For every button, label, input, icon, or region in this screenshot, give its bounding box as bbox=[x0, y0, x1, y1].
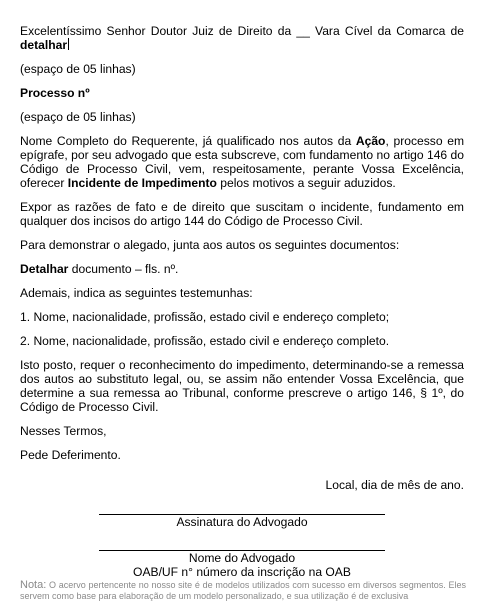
signature-block-1 bbox=[20, 514, 464, 529]
process-number-label: Processo nº bbox=[20, 86, 90, 100]
witnesses-paragraph: Ademais, indica as seguintes testemunhas: bbox=[20, 286, 253, 300]
document-detail-text: documento – fls. nº. bbox=[68, 262, 179, 276]
court-address bbox=[20, 24, 464, 52]
intro-text-3: pelos motivos a seguir aduzidos. bbox=[216, 176, 396, 190]
documents-paragraph: Para demonstrar o alegado, junta aos autos os seguintes documentos: bbox=[20, 238, 400, 252]
intro-paragraph bbox=[20, 134, 464, 190]
closing-terms: Nesses Termos, bbox=[20, 424, 107, 438]
spacing-note-1: (espaço de 05 linhas) bbox=[20, 62, 136, 76]
closing-request: Pede Deferimento. bbox=[20, 448, 121, 462]
intro-text-1: Nome Completo do Requerente, já qualificado nos autos da bbox=[20, 134, 356, 148]
intro-bold-acao: Ação bbox=[355, 134, 386, 148]
spacing-note-2: (espaço de 05 linhas) bbox=[20, 110, 136, 124]
text-cursor bbox=[68, 38, 69, 50]
place-date: Local, dia de mês de ano. bbox=[325, 478, 464, 492]
intro-bold-incidente: Incidente de Impedimento bbox=[67, 176, 217, 190]
lawyer-name: Nome do Advogado bbox=[188, 551, 296, 565]
footer-note bbox=[20, 580, 466, 602]
note-text: O acervo pertencente no nosso site é de modelos utilizados com sucesso em diversos segmentos. Eles servem como base para elaboração de um modelo personalizado, e sua utilização é de exclusiva bbox=[20, 580, 466, 601]
court-address-detail: detalhar bbox=[20, 38, 68, 52]
court-address-text: Excelentíssimo Senhor Doutor Juiz de Direito da __ Vara Cível da Comarca de bbox=[20, 24, 464, 38]
signature-block-2 bbox=[20, 550, 464, 579]
lawyer-oab: OAB/UF n° número da inscrição na OAB bbox=[133, 565, 351, 579]
intro-text-2: , processo em epígrafe, por seu advogado que esta subscreve, com fundamento no artigo 146 do Código de Processo Civil, vem, respeitosamente, perante Vossa Excelência, oferecer bbox=[20, 134, 465, 190]
witness-item-1: 1. Nome, nacionalidade, profissão, estado civil e endereço completo; bbox=[20, 310, 390, 324]
note-label: Nota: bbox=[20, 579, 47, 591]
signature-label: Assinatura do Advogado bbox=[176, 515, 308, 529]
witness-item-2: 2. Nome, nacionalidade, profissão, estado civil e endereço completo. bbox=[20, 334, 390, 348]
process-label bbox=[20, 86, 464, 100]
request-paragraph: Isto posto, requer o reconhecimento do impedimento, determinando-se a remessa dos autos ao substituto legal, ou, se assim não entender Vossa Excelência, que determine a sua remessa ao Tribunal, conforme prescreve o artigo 146, § 1º, do Código de Processo Civil. bbox=[20, 358, 464, 414]
reasons-paragraph: Expor as razões de fato e de direito que suscitam o incidente, fundamento em qualquer dos incisos do artigo 144 do Código de Processo Civil. bbox=[20, 200, 464, 228]
document-detail-bold: Detalhar bbox=[20, 262, 69, 276]
document-detail bbox=[20, 262, 464, 276]
